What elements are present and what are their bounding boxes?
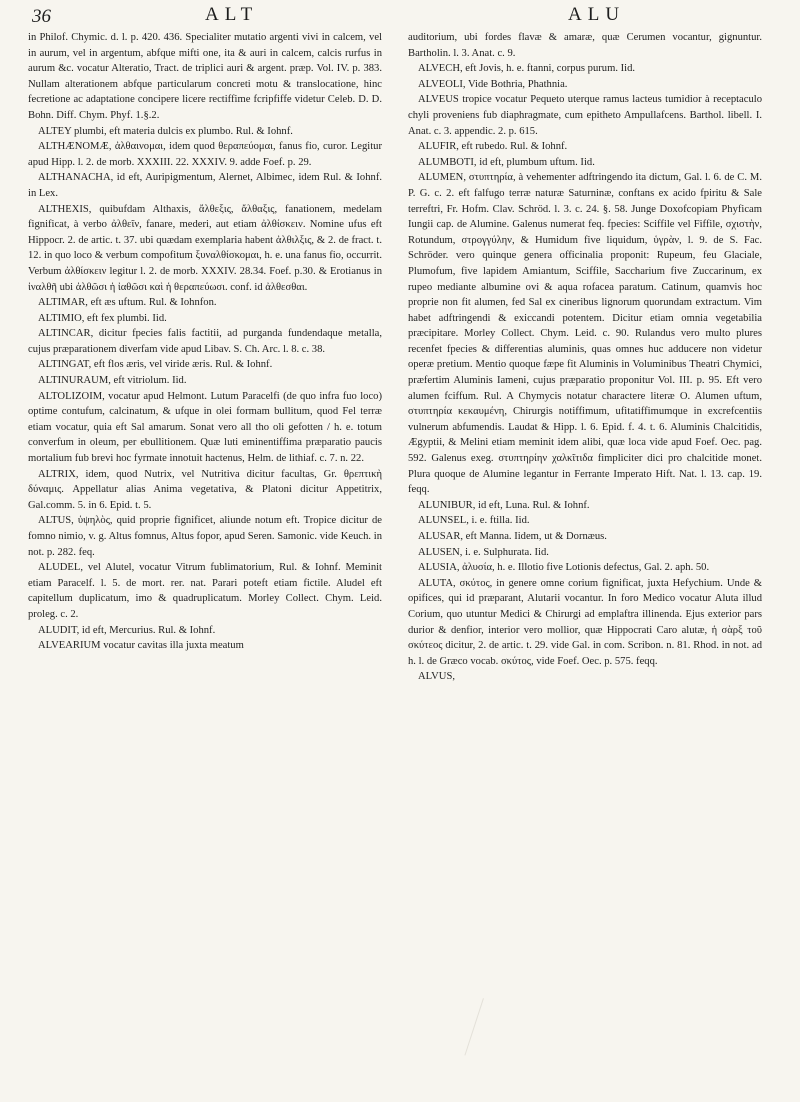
entry-paragraph: ALUDIT, id eft, Mercurius. Rul. & Iohnf. [38, 624, 216, 636]
entry-paragraph: ALTINCAR, dicitur fpecies falis factitii, ad purganda fundendaque metalla, cujus præparationem diverfam vide apud Libav. S. Ch. Arc. l. 8. c. 38. [28, 328, 382, 355]
page-number: 36 [32, 6, 51, 27]
entry-paragraph: ALTOLIZOIM, vocatur apud Helmont. Lutum Paracelfi (de quo infra fuo loco) optime contufum, calcinatum, & ufque in olei formam bullitum, quod Fel terræ etiam vocatur, quia eft Sal amarum. Sonat vero all tho oli gefotten / h. e. totum converfum in oleum, per ebullitionem. Quæ luti eminentiffima præparatio paucis mortalium fub brevi hoc fyrmate innotuit hactenus, Helm. de lithiaf. c. 7. n. 22. [28, 390, 382, 465]
entry-paragraph: ALVECH, eft Jovis, h. e. ftanni, corpus purum. Iid. [418, 63, 636, 75]
entry-paragraph: ALUNIBUR, id eft, Luna. Rul. & Iohnf. [418, 499, 590, 511]
entry-paragraph: ALUDEL, vel Alutel, vocatur Vitrum fublimatorium, Rul. & Iohnf. Meminit etiam Paracelf. l. 5. de mort. rer. nat. Parari poteft etiam fictile. Aludel eft capitellum duplicatum, imo & quadruplicatum. Morley Collect. Chym. Leid. proleg. c. 2. [28, 562, 382, 620]
entry-paragraph: ALUSAR, eft Manna. Iidem, ut & Dornæus. [418, 531, 607, 542]
entry-paragraph: ALTHÆNOMÆ, ἀλθαινομαι, idem quod θεραπεύομαι, fanus fio, curor. Legitur apud Hipp. l. 2. de morb. XXXIII. 22. XXXIV. 9. adde Foef. p. 29. [28, 141, 382, 168]
entry-paragraph: ALTHEXIS, quibufdam Althaxis, ἄλθεξις, ἄλθαξις, fanationem, medelam fignificat, à verbo ἀλθεῖν, fanare, mederi, aut etiam ἀλθίσκειν. Nomine ufus eft Hippocr. 2. de artic. t. 37. ubi quædam exemplaria habent ἀλθιλξις, & 2. de fract. t. 12. in quo loco & verbum compofitum ξυναλθίσκομαι, h. e. una fanus fio, occurrit. Verbum ἀλθίσκειν legitur l. 2. de morb. XXXIV. 28.34. Foef. p.30. & Erotianus in ἰναλθῆ ubi ἀλθῶσι ἡ ἰαθῶσι καὶ ἡ θεραπεύωσι. conf. id ἀλθεσθαι. [28, 203, 382, 293]
entry-paragraph: ALTIMIO, eft fex plumbi. Iid. [38, 312, 167, 324]
entry-paragraph: ALUTA, σκύτος, in genere omne corium fignificat, juxta Hefychium. Unde & opifices, qui id præparant, Alutarii vocantur. In foro Medico vocatur Aluta illud Corium, quo utuntur Medici & Chirurgi ad emplaftra illinenda. Ejus exterior pars durior & denfior, interior vero mollior, quæ Hippocrati Caro alutæ, ἡ σὰρξ τοῦ σκύτεος dicitur, 2. de artic. t. 29. vide Gal. in com. Scribon. n. 81. Rhod. in not. ad h. l. de Græco vocab. σκύτος, vide Foef. Oec. p. 575. feqq. [408, 577, 762, 667]
entry-paragraph: ALTIMAR, eft æs uftum. Rul. & Iohnfon. [38, 297, 217, 309]
entry-paragraph: ALTINURAUM, eft vitriolum. Iid. [38, 375, 187, 387]
entry-paragraph: ALTINGAT, eft flos æris, vel viride æris. Rul. & Iohnf. [38, 359, 273, 371]
entry-paragraph: in Philof. Chymic. d. l. p. 420. 436. Specialiter mutatio argenti vivi in calcem, vel in aurum, vel in argentum, abfque mifti one, ita & auri in calcem, calcis rurfus in aurum &c. vocatur Alteratio, Tract. de triplici auri & argent. præp. Vol. IV. p. 383. Nullam alterationem abfque particularum concreti motu & translocatione, hinc fecretione ac adaptatione concipere licere rectiffime fcripfiffe videtur Celeb. D. D. Bohn. Diff. Chym. Phyf. 1.§.2. [28, 32, 382, 121]
entry-paragraph: ALUNSEL, i. e. ftilla. Iid. [418, 515, 530, 527]
entry-paragraph: ALTUS, ὑψηλὸς, quid proprie fignificet, aliunde notum eft. Tropice dicitur de fomno nimio, v. g. Altus fomnus, Altus fopor, apud Seren. Samonic. vide Keuch. in not. p. 282. feq. [28, 515, 382, 558]
running-head-left: ALT [205, 4, 259, 25]
entry-paragraph: ALVEOLI, Vide Bothria, Phathnia. [418, 78, 568, 90]
entry-paragraph: ALVEARIUM vocatur cavitas illa juxta meatum [38, 640, 244, 652]
entry-paragraph: ALTRIX, idem, quod Nutrix, vel Nutritiva dicitur facultas, Gr. θρεπτικὴ δύναμις. Appellatur alias Anima vegetativa, & Platoni dicitur Appetitrix, Gal.comm. 5. in 6. Epid. t. 5. [28, 468, 382, 511]
right-column [408, 30, 762, 1090]
entry-paragraph: ALUMBOTI, id eft, plumbum uftum. Iid. [418, 156, 595, 168]
entry-paragraph: ALUFIR, eft rubedo. Rul. & Iohnf. [418, 141, 568, 153]
entry-paragraph: ALUSIA, ἀλυσία, h. e. Illotio five Lotionis defectus, Gal. 2. aph. 50. [418, 562, 710, 574]
entry-paragraph: ALVEUS tropice vocatur Pequeto uterque ramus lacteus tumidior à receptaculo chyli proveniens fub diaphragmate, cum epitheto Ampullafcens. Barthol. libell. I. Anat. c. 3. appendic. 2. p. 615. [408, 94, 762, 137]
entry-paragraph: auditorium, ubi fordes flavæ & amaræ, quæ Cerumen vocantur, gignuntur. Bartholin. l. 3. Anat. c. 9. [408, 32, 762, 59]
entry-paragraph: ALVUS, [418, 671, 455, 683]
entry-paragraph: ALUSEN, i. e. Sulphurata. Iid. [418, 546, 549, 558]
running-head-right: ALU [568, 4, 626, 25]
left-column [28, 30, 382, 1090]
entry-paragraph: ALTEY plumbi, eft materia dulcis ex plumbo. Rul. & Iohnf. [38, 125, 293, 137]
entry-paragraph: ALUMEN, στυπτηρία, à vehementer adftringendo ita dictum, Gal. l. 6. de C. M. P. G. c. 2. eft falfugo terræ naturæ Saturninæ, conftans ex acido fpiritu & Sale terreftri, Fr. Hofm. Clav. Schröd. l. 3. c. 24. §. 58. Junge Doxofcopiam Phyficam Iungii cap. de Alumine. Galenus numerat feq. fpecies: Sciffile vel Fiffile, σχιστὴν, Rotundum, στρογγύλην, & Humidum five liquidum, ὑγρὰν, l. 9. de S. Fac. Schröder. vero quinque genera officinalia proponit: Rupeum, feu Glaciale, Plumofum, five lapidem Amiantum, Sciffile, Saccharium five Zuccarinum, ex rupeo mediante albumine ovi & aqua rofacea paratum. Catinum, quamvis hoc proprie non fit alumen, fed Sal ex cineribus lignorum quorundam extractum. Vim habet adftringendi & exiccandi potentem. Dicitur etiam omnia vegetabilia præcipitare. Morley Collect. Chym. Leid. c. 90. Rulandus vero multo plures recenfet fpecies & differentias aluminis, quas omnes huc adducere non videtur operæ pretium. Mentio quoque fæpe fit Aluminis in Voluminibus Theatri Chymici, præfertim Aluminis Iameni, cujus præparatio proponitur Vol. III. p. 95. Eft vero alumen fciffum. Rul. A Chymycis notatur charactere literæ O. Alumen uftum, στυπτηρία κεκαυμένη, Chirurgis notiffimum, ufitatiffimumque in excrefcentiis vulnerum abfumendis. Laudat & Hipp. l. 6. Epid. f. 4. t. 6. Aluminis Chalcitidis, Ægyptii, & Melini etiam meminit idem alibi, quæ loca vide apud Foef. Oec. pag. 592. Galenus exeg. στυπτηρίην χαλκῖτιδα fimpliciter dici pro chalcitide monet. Plura quoque de Alumine legantur in Ferrante Imperato Hift. Nat. l. 13. cap. 19. feqq. [408, 172, 762, 496]
entry-paragraph: ALTHANACHA, id eft, Auripigmentum, Alernet, Albimec, idem Rul. & Iohnf. in Lex. [28, 172, 382, 199]
